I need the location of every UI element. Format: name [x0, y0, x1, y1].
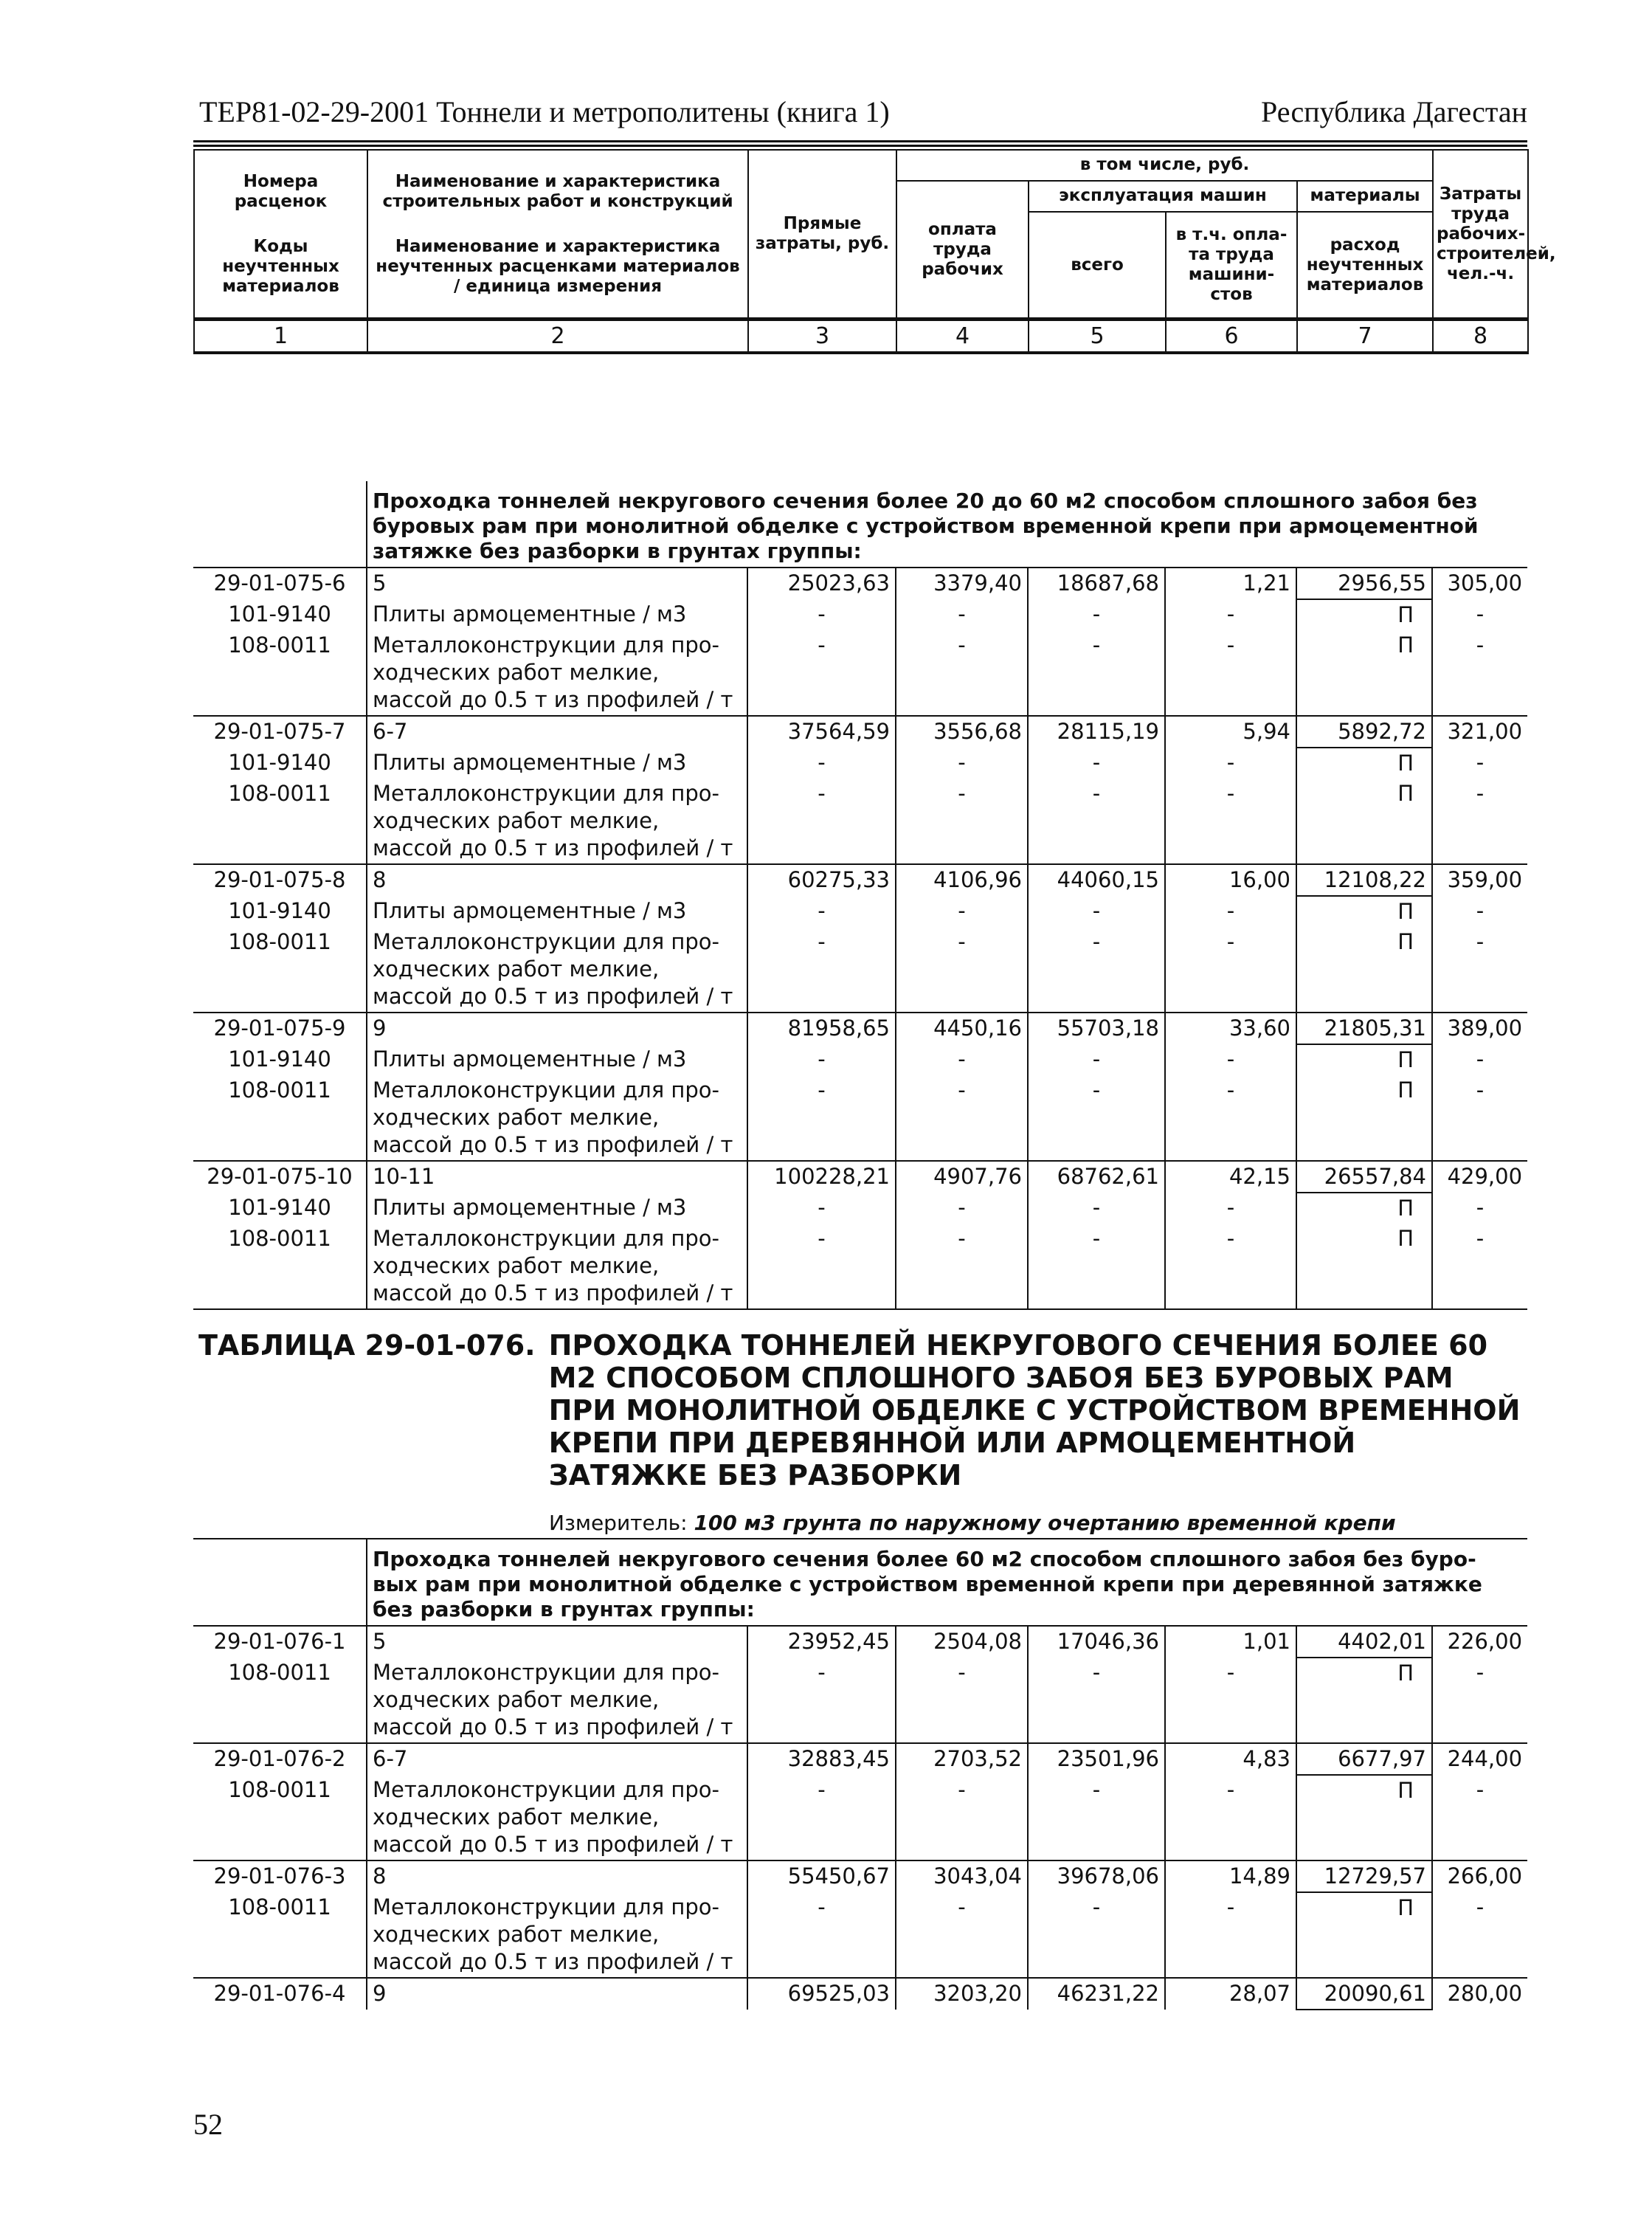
rates-table-body: [193, 481, 1527, 2010]
material-row: [193, 1044, 1527, 1075]
material-value: П: [1296, 1775, 1432, 1860]
material-value: -: [1165, 1658, 1296, 1743]
rate-value: 4907,76: [896, 1161, 1028, 1193]
header-rule-second: [193, 145, 1527, 147]
rate-code: 29-01-076-4: [193, 1978, 367, 2010]
material-value: -: [896, 1775, 1028, 1860]
column-number: 7: [1297, 320, 1433, 353]
rate-value: 1,01: [1165, 1626, 1296, 1658]
material-value: -: [1028, 1224, 1165, 1309]
material-value: -: [747, 896, 896, 927]
column-header-table: [193, 149, 1556, 354]
material-code: 108-0011: [193, 1075, 367, 1161]
rate-code: 29-01-075-6: [193, 568, 367, 599]
rate-value: 32883,45: [747, 1743, 896, 1775]
material-value: -: [1165, 896, 1296, 927]
material-row: [193, 1075, 1527, 1161]
material-value: -: [1028, 1075, 1165, 1161]
material-value: П: [1296, 748, 1432, 779]
material-value: -: [1432, 1044, 1527, 1075]
rate-value: 23501,96: [1028, 1743, 1165, 1775]
measure-label: Измеритель:: [549, 1511, 688, 1535]
soil-group: 8: [367, 864, 747, 896]
rate-value: 17046,36: [1028, 1626, 1165, 1658]
material-value: -: [747, 1892, 896, 1978]
material-name: Металлоконструкции для про- ходческих работ мелкие, массой до 0.5 т из профилей / т: [367, 927, 747, 1013]
material-value: -: [1028, 1892, 1165, 1978]
rate-value: 16,00: [1165, 864, 1296, 896]
material-value: -: [896, 1658, 1028, 1743]
material-name: Плиты армоцементные / м3: [367, 1044, 747, 1075]
rate-value: 244,00: [1432, 1743, 1527, 1775]
rate-value: 26557,84: [1296, 1161, 1432, 1193]
table-title: ПРОХОДКА ТОННЕЛЕЙ НЕКРУГОВОГО СЕЧЕНИЯ БОЛЕЕ 60 М2 СПОСОБОМ СПЛОШНОГО ЗАБОЯ БЕЗ БУРОВЫХ РАМ ПРИ МОНОЛИТНОЙ ОБДЕЛКЕ С УСТРОЙСТВОМ ВРЕМЕННОЙ КРЕПИ ПРИ ДЕРЕВЯННОЙ ИЛИ АРМОЦЕМЕНТНОЙ ЗАТЯЖКЕ БЕЗ РАЗБОРКИ: [548, 1329, 1521, 1491]
rate-value: 266,00: [1432, 1860, 1527, 1892]
material-value: -: [1432, 1892, 1527, 1978]
rate-value: 68762,61: [1028, 1161, 1165, 1193]
table-heading: [198, 1329, 1522, 1491]
material-name: Металлоконструкции для про- ходческих работ мелкие, массой до 0.5 т из профилей / т: [367, 1892, 747, 1978]
material-row: [193, 1775, 1527, 1860]
material-value: П: [1296, 1224, 1432, 1309]
column-number: 4: [896, 320, 1029, 353]
rate-value: 3203,20: [896, 1978, 1028, 2010]
material-value: -: [896, 630, 1028, 716]
rate-value: 4106,96: [896, 864, 1028, 896]
rate-value: 33,60: [1165, 1013, 1296, 1044]
rate-value: 28115,19: [1028, 716, 1165, 748]
soil-group: 9: [367, 1013, 747, 1044]
material-value: П: [1296, 630, 1432, 716]
soil-group: 5: [367, 1626, 747, 1658]
material-value: -: [1165, 1224, 1296, 1309]
document-reference: ТЕР81-02-29-2001 Тоннели и метрополитены (книга 1): [199, 95, 890, 128]
rate-value: 2956,55: [1296, 568, 1432, 599]
material-row: [193, 1224, 1527, 1309]
material-value: -: [1165, 1075, 1296, 1161]
header-rule: [193, 140, 1527, 142]
material-value: -: [1028, 1193, 1165, 1224]
material-code: 108-0011: [193, 1775, 367, 1860]
header-rate-numbers: Номера расценок Коды неучтенных материалов: [194, 150, 367, 320]
material-code: 101-9140: [193, 1044, 367, 1075]
rate-value: 55703,18: [1028, 1013, 1165, 1044]
rate-value: 69525,03: [747, 1978, 896, 2010]
material-value: -: [1165, 927, 1296, 1013]
material-value: -: [1165, 599, 1296, 630]
material-name: Металлоконструкции для про- ходческих работ мелкие, массой до 0.5 т из профилей / т: [367, 1224, 747, 1309]
material-row: [193, 1193, 1527, 1224]
material-name: Плиты армоцементные / м3: [367, 896, 747, 927]
material-value: П: [1296, 1658, 1432, 1743]
soil-group: 5: [367, 568, 747, 599]
table-number: ТАБЛИЦА 29-01-076.: [198, 1329, 536, 1362]
material-value: П: [1296, 927, 1432, 1013]
material-value: П: [1296, 779, 1432, 864]
rate-row: [193, 1743, 1527, 1775]
material-value: -: [896, 1075, 1028, 1161]
rate-value: 20090,61: [1296, 1978, 1432, 2010]
rate-row: [193, 1161, 1527, 1193]
rate-value: 2703,52: [896, 1743, 1028, 1775]
rate-value: 6677,97: [1296, 1743, 1432, 1775]
material-value: -: [896, 1044, 1028, 1075]
rate-value: 25023,63: [747, 568, 896, 599]
rate-value: 226,00: [1432, 1626, 1527, 1658]
rate-value: 389,00: [1432, 1013, 1527, 1044]
header-including: в том числе, руб.: [896, 150, 1433, 181]
material-value: -: [747, 748, 896, 779]
rate-value: 429,00: [1432, 1161, 1527, 1193]
material-value: -: [1165, 748, 1296, 779]
header-materials-consumption: расход неучтенных материалов: [1297, 212, 1433, 320]
column-number: 1: [194, 320, 367, 353]
material-value: -: [1432, 1193, 1527, 1224]
rate-value: 4,83: [1165, 1743, 1296, 1775]
rate-value: 305,00: [1432, 568, 1527, 599]
rate-code: 29-01-075-8: [193, 864, 367, 896]
material-value: -: [747, 1775, 896, 1860]
material-row: [193, 779, 1527, 864]
material-value: -: [1165, 1892, 1296, 1978]
rate-value: 12108,22: [1296, 864, 1432, 896]
material-value: -: [747, 1224, 896, 1309]
column-number: 8: [1433, 320, 1528, 353]
rate-value: 359,00: [1432, 864, 1527, 896]
material-code: 101-9140: [193, 748, 367, 779]
column-number: 2: [367, 320, 748, 353]
material-value: -: [1165, 779, 1296, 864]
rate-code: 29-01-075-10: [193, 1161, 367, 1193]
section-code-cell: [193, 1539, 367, 1626]
rate-value: 5,94: [1165, 716, 1296, 748]
material-code: 108-0011: [193, 630, 367, 716]
rate-value: 55450,67: [747, 1860, 896, 1892]
measure-unit: [549, 1509, 1522, 1537]
rate-value: 12729,57: [1296, 1860, 1432, 1892]
material-value: -: [747, 1658, 896, 1743]
header-machine-total: всего: [1029, 212, 1166, 320]
material-value: -: [1432, 927, 1527, 1013]
rate-value: 3043,04: [896, 1860, 1028, 1892]
material-value: -: [1028, 1658, 1165, 1743]
rate-value: 81958,65: [747, 1013, 896, 1044]
rate-value: 23952,45: [747, 1626, 896, 1658]
rate-value: 1,21: [1165, 568, 1296, 599]
rate-value: 42,15: [1165, 1161, 1296, 1193]
rate-value: 4402,01: [1296, 1626, 1432, 1658]
material-name: Плиты армоцементные / м3: [367, 748, 747, 779]
material-value: -: [747, 1044, 896, 1075]
rate-row: [193, 1013, 1527, 1044]
material-value: П: [1296, 1892, 1432, 1978]
material-value: -: [1028, 896, 1165, 927]
rate-code: 29-01-075-9: [193, 1013, 367, 1044]
material-value: -: [747, 927, 896, 1013]
rate-value: 21805,31: [1296, 1013, 1432, 1044]
section-title: Проходка тоннелей некругового сечения более 60 м2 способом сплошного забоя без буро- вых рам при монолитной обделке с устройством временной крепи при деревянной затяжке без разборки в грунтах группы:: [367, 1539, 1527, 1626]
rate-row: [193, 1626, 1527, 1658]
material-value: П: [1296, 1044, 1432, 1075]
material-value: -: [1432, 1658, 1527, 1743]
material-value: -: [896, 599, 1028, 630]
material-code: 101-9140: [193, 599, 367, 630]
material-name: Металлоконструкции для про- ходческих работ мелкие, массой до 0.5 т из профилей / т: [367, 1075, 747, 1161]
column-number: 3: [748, 320, 896, 353]
rate-row: [193, 1860, 1527, 1892]
rate-row: [193, 568, 1527, 599]
material-code: 101-9140: [193, 1193, 367, 1224]
soil-group: 6-7: [367, 716, 747, 748]
column-number: 5: [1029, 320, 1166, 353]
rates-table: [193, 481, 1527, 2010]
material-row: [193, 630, 1527, 716]
material-value: -: [1028, 1044, 1165, 1075]
rate-value: 37564,59: [747, 716, 896, 748]
rate-code: 29-01-076-1: [193, 1626, 367, 1658]
material-value: -: [896, 1193, 1028, 1224]
material-value: -: [896, 779, 1028, 864]
material-value: -: [1432, 1224, 1527, 1309]
material-row: [193, 927, 1527, 1013]
material-row: [193, 748, 1527, 779]
material-value: -: [1432, 748, 1527, 779]
material-value: П: [1296, 1075, 1432, 1161]
material-value: -: [1432, 896, 1527, 927]
header-labor-pay: оплата труда рабочих: [896, 181, 1029, 320]
material-value: -: [1432, 1775, 1527, 1860]
rate-value: 46231,22: [1028, 1978, 1165, 2010]
running-header: [199, 94, 1527, 139]
material-code: 101-9140: [193, 896, 367, 927]
material-value: -: [1165, 630, 1296, 716]
section-title-row: [193, 481, 1527, 568]
material-value: -: [1432, 779, 1527, 864]
header-labor-costs: Затраты труда рабочих- строителей, чел.-ч.: [1433, 150, 1528, 320]
material-value: П: [1296, 1193, 1432, 1224]
header-direct-costs: Прямые затраты, руб.: [748, 150, 896, 320]
material-row: [193, 1892, 1527, 1978]
soil-group: 6-7: [367, 1743, 747, 1775]
rate-value: 28,07: [1165, 1978, 1296, 2010]
material-value: П: [1296, 896, 1432, 927]
rate-value: 60275,33: [747, 864, 896, 896]
material-value: -: [896, 748, 1028, 779]
material-value: -: [747, 1075, 896, 1161]
material-code: 108-0011: [193, 927, 367, 1013]
rate-value: 321,00: [1432, 716, 1527, 748]
region-name: Республика Дагестан: [1261, 95, 1527, 128]
material-value: -: [1432, 1075, 1527, 1161]
header-work-name: Наименование и характеристика строительных работ и конструкций Наименование и характеристика неучтенных расценками материалов / единица измерения: [367, 150, 748, 320]
rate-code: 29-01-075-7: [193, 716, 367, 748]
header-machine-operator-pay: в т.ч. опла- та труда машини- стов: [1166, 212, 1297, 320]
rate-value: 100228,21: [747, 1161, 896, 1193]
material-name: Металлоконструкции для про- ходческих работ мелкие, массой до 0.5 т из профилей / т: [367, 630, 747, 716]
rate-row: [193, 864, 1527, 896]
material-code: 108-0011: [193, 1658, 367, 1743]
material-value: -: [747, 599, 896, 630]
material-code: 108-0011: [193, 1892, 367, 1978]
material-value: -: [747, 1193, 896, 1224]
header-materials: материалы: [1297, 181, 1433, 212]
table-title-row: [193, 1309, 1527, 1539]
material-name: Плиты армоцементные / м3: [367, 1193, 747, 1224]
material-name: Металлоконструкции для про- ходческих работ мелкие, массой до 0.5 т из профилей / т: [367, 779, 747, 864]
rate-value: 280,00: [1432, 1978, 1527, 2010]
rate-value: 39678,06: [1028, 1860, 1165, 1892]
material-value: -: [896, 1892, 1028, 1978]
material-value: -: [1028, 748, 1165, 779]
section-title: Проходка тоннелей некругового сечения более 20 до 60 м2 способом сплошного забоя без буровых рам при монолитной обделке с устройством временной крепи при армоцементной затяжке без разборки в грунтах группы:: [367, 481, 1527, 568]
material-row: [193, 896, 1527, 927]
material-value: -: [1432, 630, 1527, 716]
material-value: П: [1296, 599, 1432, 630]
soil-group: 10-11: [367, 1161, 747, 1193]
soil-group: 8: [367, 1860, 747, 1892]
rate-code: 29-01-076-2: [193, 1743, 367, 1775]
rate-row: [193, 716, 1527, 748]
material-code: 108-0011: [193, 1224, 367, 1309]
rate-value: 44060,15: [1028, 864, 1165, 896]
material-row: [193, 1658, 1527, 1743]
material-value: -: [1028, 779, 1165, 864]
rate-value: 18687,68: [1028, 568, 1165, 599]
rate-value: 4450,16: [896, 1013, 1028, 1044]
header-machine-operation: эксплуатация машин: [1029, 181, 1297, 212]
material-value: -: [1028, 1775, 1165, 1860]
material-value: -: [896, 1224, 1028, 1309]
material-value: -: [747, 779, 896, 864]
rate-value: 5892,72: [1296, 716, 1432, 748]
material-value: -: [896, 927, 1028, 1013]
section-code-cell: [193, 481, 367, 568]
material-name: Металлоконструкции для про- ходческих работ мелкие, массой до 0.5 т из профилей / т: [367, 1775, 747, 1860]
column-number: 6: [1166, 320, 1297, 353]
material-value: -: [1165, 1775, 1296, 1860]
rate-value: 14,89: [1165, 1860, 1296, 1892]
page-number: 52: [193, 2108, 223, 2141]
measure-value: 100 м3 грунта по наружному очертанию временной крепи: [694, 1511, 1396, 1535]
table-title-block: [193, 1309, 1527, 1539]
material-value: -: [1165, 1193, 1296, 1224]
material-value: -: [1165, 1044, 1296, 1075]
rate-value: 3379,40: [896, 568, 1028, 599]
material-value: -: [1028, 599, 1165, 630]
material-value: -: [1432, 599, 1527, 630]
material-name: Металлоконструкции для про- ходческих работ мелкие, массой до 0.5 т из профилей / т: [367, 1658, 747, 1743]
rate-value: 3556,68: [896, 716, 1028, 748]
rate-row: [193, 1978, 1527, 2010]
material-row: [193, 599, 1527, 630]
material-value: -: [1028, 927, 1165, 1013]
section-title-row: [193, 1539, 1527, 1626]
material-value: -: [1028, 630, 1165, 716]
material-value: -: [747, 630, 896, 716]
material-value: -: [896, 896, 1028, 927]
material-code: 108-0011: [193, 779, 367, 864]
rate-value: 2504,08: [896, 1626, 1028, 1658]
rate-code: 29-01-076-3: [193, 1860, 367, 1892]
soil-group: 9: [367, 1978, 747, 2010]
material-name: Плиты армоцементные / м3: [367, 599, 747, 630]
